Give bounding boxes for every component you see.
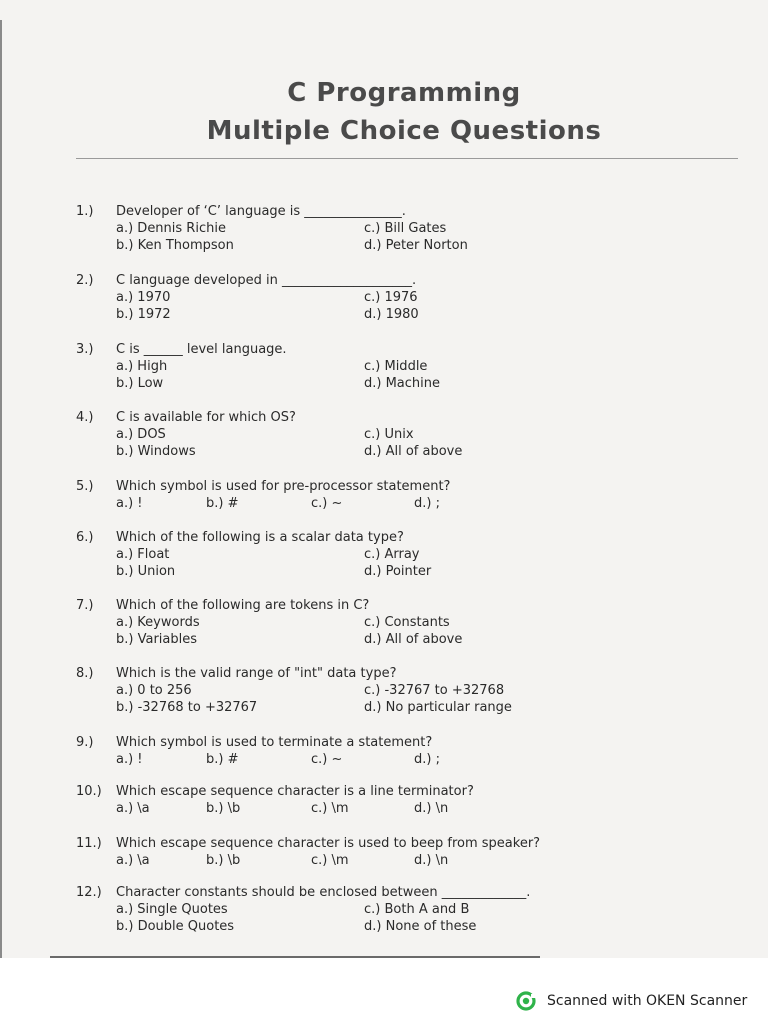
option-a: a.) High	[116, 359, 168, 374]
question-text: Which is the valid range of "int" data type?	[116, 666, 397, 681]
option-c: c.) ~	[311, 752, 343, 767]
option-b: b.) Variables	[116, 632, 197, 647]
option-d: d.) Peter Norton	[364, 238, 468, 253]
option-b: b.) Windows	[116, 444, 196, 459]
option-a: a.) Dennis Richie	[116, 221, 226, 236]
option-b: b.) 1972	[116, 307, 171, 322]
option-c: c.) Bill Gates	[364, 221, 447, 236]
option-d: d.) All of above	[364, 444, 463, 459]
page-edge	[0, 20, 2, 958]
option-d: d.) ;	[414, 496, 440, 511]
question-text: Which escape sequence character is used to beep from speaker?	[116, 836, 541, 851]
question-number: 6.)	[76, 530, 94, 545]
question-text: Which of the following are tokens in C?	[116, 598, 370, 613]
option-d: d.) Pointer	[364, 564, 432, 579]
question-number: 10.)	[76, 784, 102, 799]
question-text: Which of the following is a scalar data type?	[116, 530, 404, 545]
option-a: a.) Keywords	[116, 615, 200, 630]
question-number: 11.)	[76, 836, 102, 851]
option-d: d.) None of these	[364, 919, 477, 934]
option-d: d.) No particular range	[364, 700, 512, 715]
option-a: a.) !	[116, 752, 143, 767]
option-b: b.) \b	[206, 853, 241, 868]
question-number: 12.)	[76, 885, 102, 900]
question-text: Which escape sequence character is a line terminator?	[116, 784, 474, 799]
question-text: C is available for which OS?	[116, 410, 296, 425]
question-text: C language developed in ____________________.	[116, 273, 417, 288]
option-c: c.) 1976	[364, 290, 418, 305]
option-c: c.) Constants	[364, 615, 450, 630]
option-b: b.) \b	[206, 801, 241, 816]
option-a: a.) \a	[116, 801, 150, 816]
question-number: 9.)	[76, 735, 94, 750]
page-title	[0, 74, 768, 150]
option-c: c.) ~	[311, 496, 343, 511]
question-number: 2.)	[76, 273, 94, 288]
question-text: Which symbol is used to terminate a statement?	[116, 735, 433, 750]
option-a: a.) Single Quotes	[116, 902, 228, 917]
question-number: 8.)	[76, 666, 94, 681]
question-number: 3.)	[76, 342, 94, 357]
option-b: b.) -32768 to +32767	[116, 700, 258, 715]
option-b: b.) #	[206, 752, 239, 767]
option-d: d.) 1980	[364, 307, 419, 322]
title-line-2: Multiple Choice Questions	[206, 116, 602, 146]
option-c: c.) Array	[364, 547, 420, 562]
bottom-divider	[50, 956, 540, 958]
option-c: c.) -32767 to +32768	[364, 683, 505, 698]
question-text: Which symbol is used for pre-processor statement?	[116, 479, 451, 494]
title-line-1: C Programming	[287, 78, 521, 108]
option-a: a.) 1970	[116, 290, 171, 305]
question-number: 7.)	[76, 598, 94, 613]
question-number: 5.)	[76, 479, 94, 494]
option-c: c.) Unix	[364, 427, 414, 442]
option-c: c.) \m	[311, 853, 349, 868]
option-d: d.) ;	[414, 752, 440, 767]
option-d: d.) \n	[414, 801, 449, 816]
option-b: b.) Double Quotes	[116, 919, 235, 934]
question-number: 1.)	[76, 204, 94, 219]
question-number: 4.)	[76, 410, 94, 425]
option-a: a.) \a	[116, 853, 150, 868]
option-d: d.) Machine	[364, 376, 441, 391]
option-c: c.) Middle	[364, 359, 428, 374]
option-d: d.) \n	[414, 853, 449, 868]
option-c: c.) Both A and B	[364, 902, 470, 917]
option-c: c.) \m	[311, 801, 349, 816]
option-a: a.) DOS	[116, 427, 166, 442]
option-b: b.) Union	[116, 564, 176, 579]
question-text: Developer of ‘C’ language is _______________.	[116, 204, 406, 219]
top-divider	[76, 158, 738, 159]
option-b: b.) Low	[116, 376, 164, 391]
scanner-watermark	[516, 990, 747, 1012]
question-text: Character constants should be enclosed between _____________.	[116, 885, 531, 900]
option-a: a.) !	[116, 496, 143, 511]
option-a: a.) 0 to 256	[116, 683, 192, 698]
option-b: b.) #	[206, 496, 239, 511]
question-text: C is ______ level language.	[116, 342, 287, 357]
option-d: d.) All of above	[364, 632, 463, 647]
scanner-watermark-text: Scanned with OKEN Scanner	[547, 993, 748, 1009]
oken-logo-icon	[516, 991, 536, 1011]
option-b: b.) Ken Thompson	[116, 238, 234, 253]
option-a: a.) Float	[116, 547, 170, 562]
